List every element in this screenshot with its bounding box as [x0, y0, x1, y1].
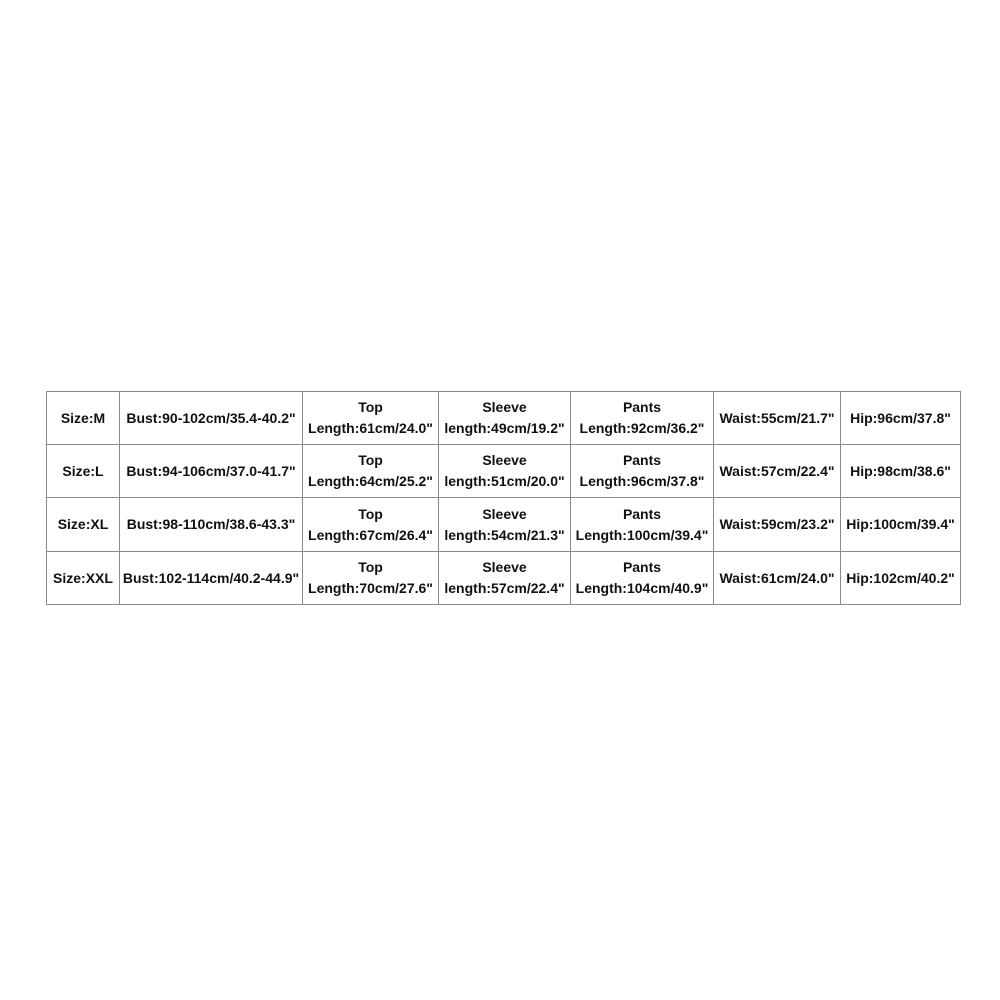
sleeve-label: Sleeve	[482, 399, 527, 415]
top-length-value: Length:67cm/26.4"	[308, 526, 433, 543]
pants-label: Pants	[622, 559, 662, 575]
waist-cell: Waist:57cm/22.4"	[714, 445, 841, 498]
pants-length-cell	[571, 552, 714, 605]
pants-length-value: Length:96cm/37.8"	[579, 473, 705, 489]
size-cell: Size:L	[47, 445, 120, 498]
bust-cell: Bust:90-102cm/35.4-40.2"	[120, 392, 303, 445]
waist-cell: Waist:61cm/24.0"	[714, 552, 841, 605]
sleeve-length-value: length:57cm/22.4"	[444, 580, 565, 596]
pants-length-cell	[571, 445, 714, 498]
table-row	[47, 392, 961, 445]
pants-length-cell	[571, 392, 714, 445]
top-length-cell	[303, 392, 439, 445]
sleeve-length-cell	[439, 498, 571, 552]
top-label: Top	[358, 399, 383, 415]
pants-length-value: Length:92cm/36.2"	[579, 420, 705, 436]
top-label: Top	[358, 559, 383, 575]
table-row	[47, 445, 961, 498]
top-length-cell	[303, 552, 439, 605]
sleeve-length-value: length:54cm/21.3"	[444, 526, 565, 543]
sleeve-length-cell	[439, 552, 571, 605]
top-length-value: Length:64cm/25.2"	[308, 473, 433, 489]
top-length-cell	[303, 445, 439, 498]
table-row	[47, 552, 961, 605]
hip-cell: Hip:96cm/37.8"	[841, 392, 961, 445]
pants-length-value: Length:100cm/39.4"	[575, 526, 709, 543]
pants-length-cell	[571, 498, 714, 552]
waist-cell: Waist:55cm/21.7"	[714, 392, 841, 445]
sleeve-label: Sleeve	[482, 452, 527, 468]
pants-label: Pants	[622, 452, 662, 468]
sleeve-label: Sleeve	[482, 559, 527, 575]
hip-cell: Hip:102cm/40.2"	[841, 552, 961, 605]
bust-cell: Bust:102-114cm/40.2-44.9"	[120, 552, 303, 605]
size-cell: Size:M	[47, 392, 120, 445]
sleeve-label: Sleeve	[482, 505, 527, 522]
sleeve-length-cell	[439, 392, 571, 445]
hip-cell: Hip:100cm/39.4"	[841, 498, 961, 552]
sleeve-length-cell	[439, 445, 571, 498]
pants-label: Pants	[622, 399, 662, 415]
pants-label: Pants	[622, 505, 662, 522]
top-label: Top	[358, 505, 383, 522]
bust-cell: Bust:94-106cm/37.0-41.7"	[120, 445, 303, 498]
hip-cell: Hip:98cm/38.6"	[841, 445, 961, 498]
table-row	[47, 498, 961, 552]
pants-length-value: Length:104cm/40.9"	[575, 580, 709, 596]
size-cell: Size:XXL	[47, 552, 120, 605]
top-length-cell	[303, 498, 439, 552]
waist-cell: Waist:59cm/23.2"	[714, 498, 841, 552]
size-chart-table	[46, 391, 961, 605]
top-length-value: Length:70cm/27.6"	[308, 580, 433, 596]
top-length-value: Length:61cm/24.0"	[308, 420, 433, 436]
bust-cell: Bust:98-110cm/38.6-43.3"	[120, 498, 303, 552]
sleeve-length-value: length:49cm/19.2"	[444, 420, 565, 436]
size-cell: Size:XL	[47, 498, 120, 552]
sleeve-length-value: length:51cm/20.0"	[444, 473, 565, 489]
top-label: Top	[358, 452, 383, 468]
